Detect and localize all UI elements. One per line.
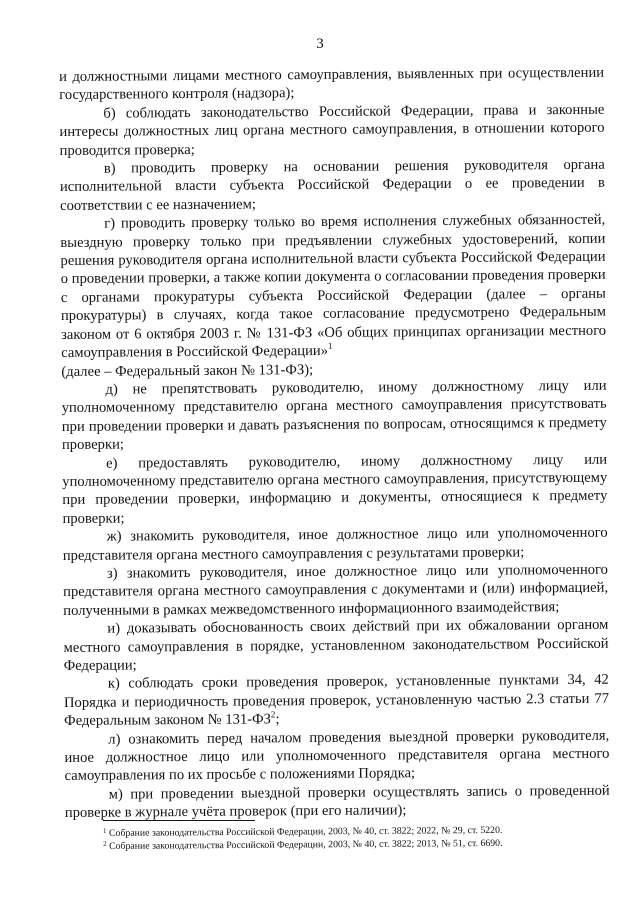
footnote-mark-2: 2: [103, 839, 107, 848]
paragraph-k: [64, 671, 609, 730]
footnote-separator: [103, 820, 255, 821]
footnote-ref-1: 1: [327, 340, 333, 351]
paragraph-v: в) проводить проверку на основании решения руководителя органа исполнительной власти субъекта Российской Федерации о ее проведении в соответствии с ее назначением;: [59, 156, 605, 214]
paragraph-e: е) предоставлять руководителю, иному должностному лицу или уполномоченному представителю органа местного самоуправления, присутствующему при проведении проверки, информацию и документы, относящиеся к предмету проверки;: [62, 451, 608, 527]
footnote-2: [103, 837, 583, 853]
footnotes: [103, 824, 583, 853]
paragraph-m: м) при проведении выездной проверки осуществлять запись о проведенной проверке в журнале учёта проверок (при его наличии);: [64, 782, 610, 822]
paragraph-z: з) знакомить руководителя, иное должностное лицо или уполномоченного представителя органа местного самоуправления с документами и (или) информацией, полученными в рамках межведомственного информационного взаимодействия;: [63, 561, 609, 619]
paragraph-l: л) ознакомить перед началом проведения выездной проверки руководителя, иное должностное лицо или уполномоченного представителя органа местного самоуправления по их просьбе с положениями Порядка;: [64, 727, 610, 785]
paragraph-g-text: г) проводить проверку только во время исполнения служебных обязанностей, выездную проверку только при предъявлении служебных удостоверений, копии решения руководителя органа исполнительной власти субъекта Российской Федерации о проведении проверки, а также копии документа о согласовании проведения проверки с органами прокуратуры субъекта Российской Федерации (далее – органы прокуратуры) в случаях, когда такое согласование предусмотрено Федеральным законом от 6 октября 2003 г. № 131-ФЗ «Об общих принципах организации местного самоуправления в Российской Федерации»: [60, 211, 607, 362]
paragraph-b: б) соблюдать законодательство Российской Федерации, права и законные интересы должностных лиц органа местного самоуправления, в отношении которого проводится проверка;: [59, 101, 605, 159]
footnote-mark-1: 1: [102, 826, 107, 835]
paragraph-continuation: и должностными лицами местного самоуправления, выявленных при осуществлении государственного контроля (надзора);: [59, 64, 605, 104]
paragraph-k-punct: ;: [275, 711, 280, 728]
footnote-1-text: Собрание законодательства Российской Федерации, 2003, № 40, ст. 3822; 2022, № 29, ст. 5220.: [108, 824, 503, 839]
paragraph-g: [60, 211, 606, 363]
footnote-2-text: Собрание законодательства Российской Федерации, 2003, № 40, ст. 3822; 2013, № 51, ст. 6690.: [109, 837, 503, 852]
paragraph-zh: ж) знакомить руководителя, иное должностное лицо или уполномоченного представителя органа местного самоуправления с результатами проверки;: [62, 524, 608, 564]
paragraph-g-end: (далее – Федеральный закон № 131-ФЗ);: [61, 361, 314, 380]
paragraph-i: и) доказывать обоснованность своих действий при их обжаловании органом местного самоуправления в порядке, установленном законодательством Российской Федерации;: [63, 616, 609, 674]
paragraph-d: д) не препятствовать руководителю, иному должностному лицу или уполномоченному представителю органа местного самоуправления присутствовать при проведении проверки и давать разъяснения по вопросам, относящимся к предмету проверки;: [61, 377, 607, 454]
body-text: [59, 64, 610, 823]
footnote-ref-2: 2: [270, 709, 276, 720]
page-number: 3: [316, 36, 324, 52]
paragraph-k-text: к) соблюдать сроки проведения проверок, установленные пунктами 34, 42 Порядка и периодичность проведения проверок, установленную частью 2.3 статьи 77 Федеральным законом № 131-ФЗ: [63, 672, 610, 730]
